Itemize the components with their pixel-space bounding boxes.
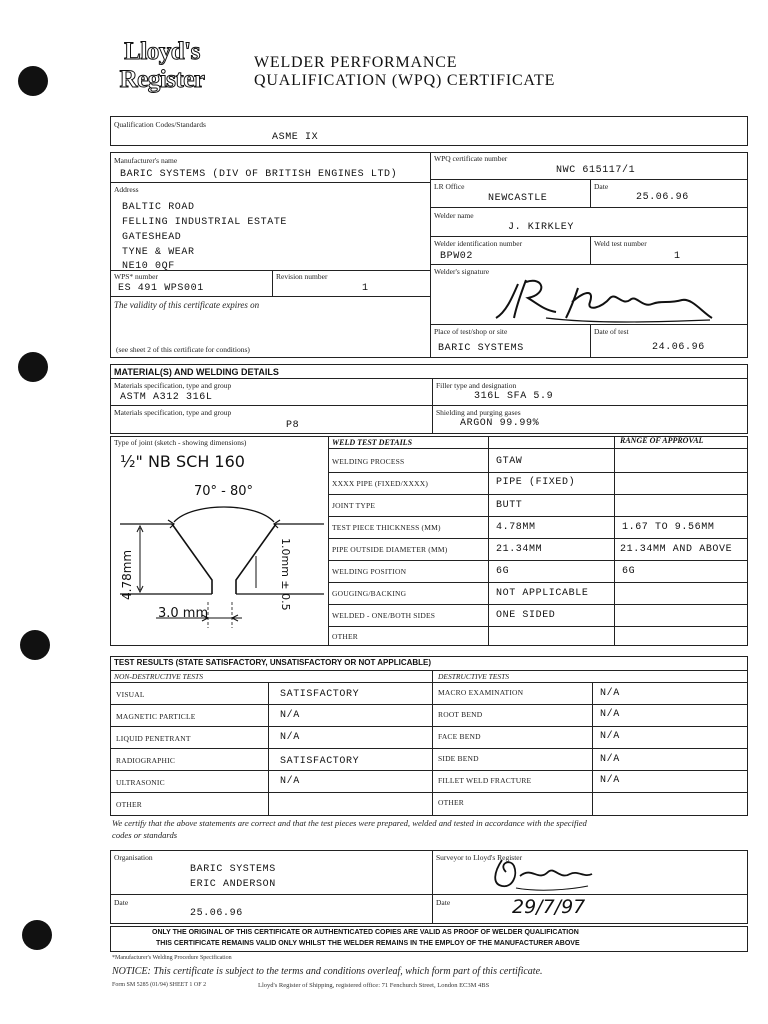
certificate-title-line2: QUALIFICATION (WPQ) CERTIFICATE — [254, 72, 556, 89]
dt-value-root-bend: N/A — [600, 709, 620, 720]
material-spec1: ASTM A312 316L — [120, 392, 213, 403]
ndt-label-visual: VISUAL — [116, 690, 145, 699]
validity-text: The validity of this certificate expires on — [114, 300, 260, 310]
ndt-label-penetrant: LIQUID PENETRANT — [116, 734, 191, 743]
address-line-5: NE10 0QF — [122, 261, 175, 271]
welder-name-label: Welder name — [434, 211, 474, 220]
joint-angle: 70° - 80° — [194, 484, 254, 499]
cert-date: 25.06.96 — [636, 192, 689, 203]
joint-title: ½" NB SCH 160 — [120, 452, 245, 471]
dt-label-root-bend: ROOT BEND — [438, 710, 483, 719]
dt-value-side-bend: N/A — [600, 754, 620, 765]
dt-label-side-bend: SIDE BEND — [438, 754, 479, 763]
form-reference: Form SM 5285 (01/94) SHEET 1 OF 2 — [112, 982, 207, 988]
punch-hole-1 — [18, 66, 48, 96]
validity-notice-line1: ONLY THE ORIGINAL OF THIS CERTIFICATE OR AUTHENTICATED COPIES ARE VALID AS PROOF OF WELDER QUALIFICATION — [152, 929, 579, 936]
wps-footnote: *Manufacturer's Welding Procedure Specification — [112, 955, 232, 961]
weld-row-label-position: WELDING POSITION — [332, 567, 407, 576]
weld-row-label-sides: WELDED - ONE/BOTH SIDES — [332, 611, 436, 620]
wpq-cert-number: NWC 615117/1 — [556, 165, 636, 176]
dt-label-other: OTHER — [438, 798, 464, 807]
welder-name: J. KIRKLEY — [508, 222, 575, 233]
joint-sketch — [112, 498, 326, 644]
lloyds-register-logo: Lloyd's Register — [119, 38, 205, 93]
weld-row-range-diameter: 21.34MM AND ABOVE — [620, 544, 733, 555]
weld-row-label-diameter: PIPE OUTSIDE DIAMETER (MM) — [332, 545, 448, 554]
place-of-test: BARIC SYSTEMS — [438, 343, 524, 354]
filler-label: Filler type and designation — [436, 381, 517, 390]
certificate-title-line1: WELDER PERFORMANCE — [254, 54, 458, 71]
joint-root-gap: 3.0 mm — [158, 606, 209, 621]
ndt-value-radiographic: SATISFACTORY — [280, 756, 360, 767]
weld-row-label-process: WELDING PROCESS — [332, 457, 405, 466]
ndt-value-ultrasonic: N/A — [280, 776, 300, 787]
revision-number: 1 — [362, 283, 369, 294]
organisation-name: BARIC SYSTEMS — [190, 864, 276, 875]
address-line-2: FELLING INDUSTRIAL ESTATE — [122, 217, 288, 228]
surveyor-label: Surveyor to Lloyd's Register — [436, 853, 523, 862]
org-date: 25.06.96 — [190, 908, 243, 919]
signature-label: Welder's signature — [434, 267, 490, 276]
weld-row-range-position: 6G — [622, 566, 636, 577]
dt-label-macro: MACRO EXAMINATION — [438, 688, 524, 697]
org-date-label: Date — [114, 898, 129, 907]
weld-test-header: WELD TEST DETAILS — [332, 438, 413, 447]
materials-section-title: MATERIAL(S) AND WELDING DETAILS — [114, 367, 279, 377]
material-spec1-label: Materials specification, type and group — [114, 381, 232, 390]
ndt-value-magnetic: N/A — [280, 710, 300, 721]
weld-test-number: 1 — [674, 251, 681, 262]
weld-row-range-thickness: 1.67 TO 9.56MM — [622, 522, 715, 533]
joint-thickness: 4.78mm — [120, 549, 134, 600]
ndt-label-radiographic: RADIOGRAPHIC — [116, 756, 176, 765]
revision-label: Revision number — [276, 272, 328, 281]
weld-row-value-joint: BUTT — [496, 500, 523, 511]
punch-hole-3 — [20, 630, 50, 660]
ndt-label-ultrasonic: ULTRASONIC — [116, 778, 165, 787]
joint-gap: 1.0mm ± 0.5 — [279, 538, 292, 611]
validity-notice-line2: THIS CERTIFICATE REMAINS VALID ONLY WHILST THE WELDER REMAINS IN THE EMPLOY OF THE MANUFACTURER ABOVE — [156, 940, 580, 947]
dt-label-face-bend: FACE BEND — [438, 732, 481, 741]
address-label: Address — [114, 185, 139, 194]
weld-test-label: Weld test number — [594, 239, 647, 248]
wps-label: WPS* number — [114, 272, 158, 281]
welder-id-label: Welder identification number — [434, 239, 523, 248]
material-spec2-label: Materials specification, type and group — [114, 408, 232, 417]
ndt-label-other: OTHER — [116, 800, 142, 809]
wps-number: ES 491 WPS001 — [118, 283, 204, 294]
registered-address: Lloyd's Register of Shipping, registered office: 71 Fenchurch Street, London EC3M 4BS — [258, 982, 490, 989]
filler-value: 316L SFA 5.9 — [474, 391, 554, 402]
ndt-value-visual: SATISFACTORY — [280, 689, 360, 700]
declaration-line1: We certify that the above statements are correct and that the test pieces were prepared, welded and tested in accordance with the specified — [112, 818, 587, 828]
dt-value-fillet: N/A — [600, 775, 620, 786]
dt-value-macro: N/A — [600, 688, 620, 699]
weld-row-label-pipe: XXXX PIPE (FIXED/XXXX) — [332, 479, 429, 488]
material-spec2: P8 — [286, 420, 300, 431]
joint-type-label: Type of joint (sketch - showing dimensions) — [114, 438, 247, 447]
lr-office: NEWCASTLE — [488, 193, 548, 204]
weld-row-value-thickness: 4.78MM — [496, 522, 536, 533]
organisation-label: Organisation — [114, 853, 153, 862]
wpq-cert-label: WPQ certificate number — [434, 154, 508, 163]
notice-terms: NOTICE: This certificate is subject to the terms and conditions overleaf, which form part of this certificate. — [112, 966, 543, 977]
dt-header: DESTRUCTIVE TESTS — [438, 672, 510, 681]
weld-row-value-position: 6G — [496, 566, 510, 577]
punch-hole-2 — [18, 352, 48, 382]
welder-signature — [486, 268, 716, 326]
qualification-value: ASME IX — [272, 132, 319, 143]
weld-row-value-diameter: 21.34MM — [496, 544, 543, 555]
manufacturer-name-label: Manufacturer's name — [114, 156, 178, 165]
range-header: RANGE OF APPROVAL — [620, 436, 704, 445]
date-of-test-label: Date of test — [594, 327, 629, 336]
weld-row-label-other: OTHER — [332, 632, 358, 641]
weld-row-label-gouging: GOUGING/BACKING — [332, 589, 407, 598]
surveyor-date: 29/7/97 — [512, 896, 586, 918]
weld-row-value-gouging: NOT APPLICABLE — [496, 588, 589, 599]
see-sheet-note: (see sheet 2 of this certificate for conditions) — [116, 345, 250, 354]
shielding-label: Shielding and purging gases — [436, 408, 521, 417]
weld-row-label-joint: JOINT TYPE — [332, 501, 376, 510]
date-of-test: 24.06.96 — [652, 342, 705, 353]
dt-value-face-bend: N/A — [600, 731, 620, 742]
ndt-label-magnetic: MAGNETIC PARTICLE — [116, 712, 196, 721]
manufacturer-name: BARIC SYSTEMS (DIV OF BRITISH ENGINES LTD) — [120, 169, 398, 180]
ndt-header: NON-DESTRUCTIVE TESTS — [114, 672, 203, 681]
surveyor-date-label: Date — [436, 898, 451, 907]
qualification-label: Qualification Codes/Standards — [114, 120, 206, 129]
date-label: Date — [594, 182, 609, 191]
dt-label-fillet: FILLET WELD FRACTURE — [438, 776, 532, 785]
weld-row-value-process: GTAW — [496, 456, 523, 467]
weld-row-label-thickness: TEST PIECE THICKNESS (MM) — [332, 523, 441, 532]
shielding-value: ARGON 99.99% — [460, 418, 540, 429]
address-line-1: BALTIC ROAD — [122, 202, 195, 213]
punch-hole-4 — [22, 920, 52, 950]
test-results-title: TEST RESULTS (STATE SATISFACTORY, UNSATISFACTORY OR NOT APPLICABLE) — [114, 658, 432, 667]
weld-row-value-pipe: PIPE (FIXED) — [496, 477, 576, 488]
ndt-value-penetrant: N/A — [280, 732, 300, 743]
place-label: Place of test/shop or site — [434, 327, 508, 336]
declaration-line2: codes or standards — [112, 830, 178, 840]
welder-id: BPW02 — [440, 251, 474, 262]
weld-row-value-sides: ONE SIDED — [496, 610, 556, 621]
surveyor-signature — [488, 852, 598, 894]
address-line-3: GATESHEAD — [122, 232, 182, 243]
lr-office-label: LR Office — [434, 182, 465, 191]
organisation-person: ERIC ANDERSON — [190, 879, 276, 890]
address-line-4: TYNE & WEAR — [122, 247, 195, 258]
